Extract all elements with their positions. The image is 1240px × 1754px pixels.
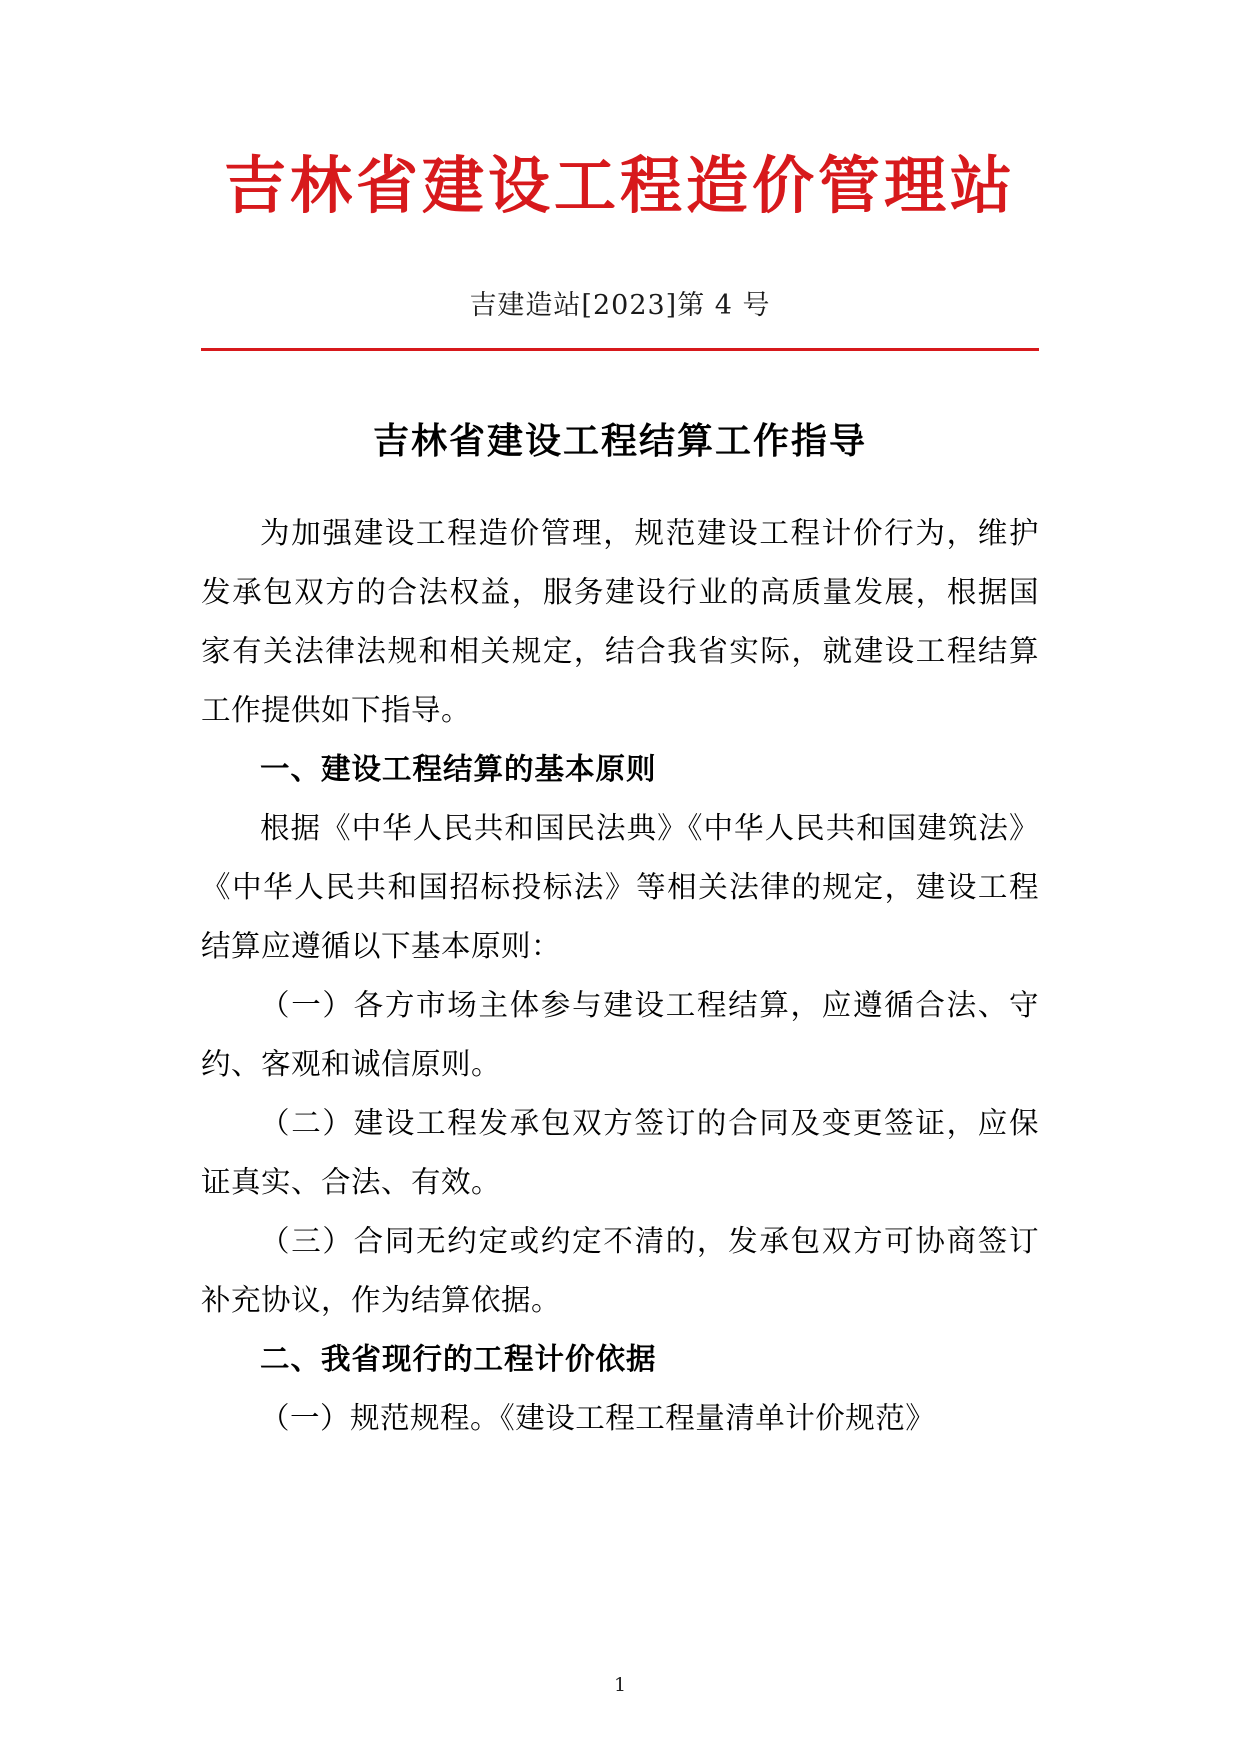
body-paragraph: （三）合同无约定或约定不清的，发承包双方可协商签订补充协议，作为结算依据。 [201,1224,1039,1318]
body-paragraph: （一）各方市场主体参与建设工程结算，应遵循合法、守约、客观和诚信原则。 [201,988,1039,1082]
document-header [0,0,1240,351]
body-paragraph: 根据《中华人民共和国民法典》《中华人民共和国建筑法》《中华人民共和国招标投标法》等相关法律的规定，建设工程结算应遵循以下基本原则： [201,811,1039,964]
organization-title: 吉林省建设工程造价管理站 [223,149,1016,222]
body-paragraph: 为加强建设工程造价管理，规范建设工程计价行为，维护发承包双方的合法权益，服务建设行业的高质量发展，根据国家有关法律法规和相关规定，结合我省实际，就建设工程结算工作提供如下指导。 [201,516,1039,728]
section-heading: 一、建设工程结算的基本原则 [260,752,657,787]
section-heading: 二、我省现行的工程计价依据 [260,1342,657,1377]
page-number: 1 [613,1674,627,1696]
page-title: 吉林省建设工程结算工作指导 [372,420,867,463]
document-number: 吉建造站[2023]第 4 号 [469,290,771,322]
document-body [201,464,1039,1448]
red-divider-rule [201,348,1039,351]
body-paragraph: （一）规范规程。《建设工程工程量清单计价规范》 [260,1401,936,1436]
body-paragraph: （二）建设工程发承包双方签订的合同及变更签证，应保证真实、合法、有效。 [201,1106,1039,1200]
